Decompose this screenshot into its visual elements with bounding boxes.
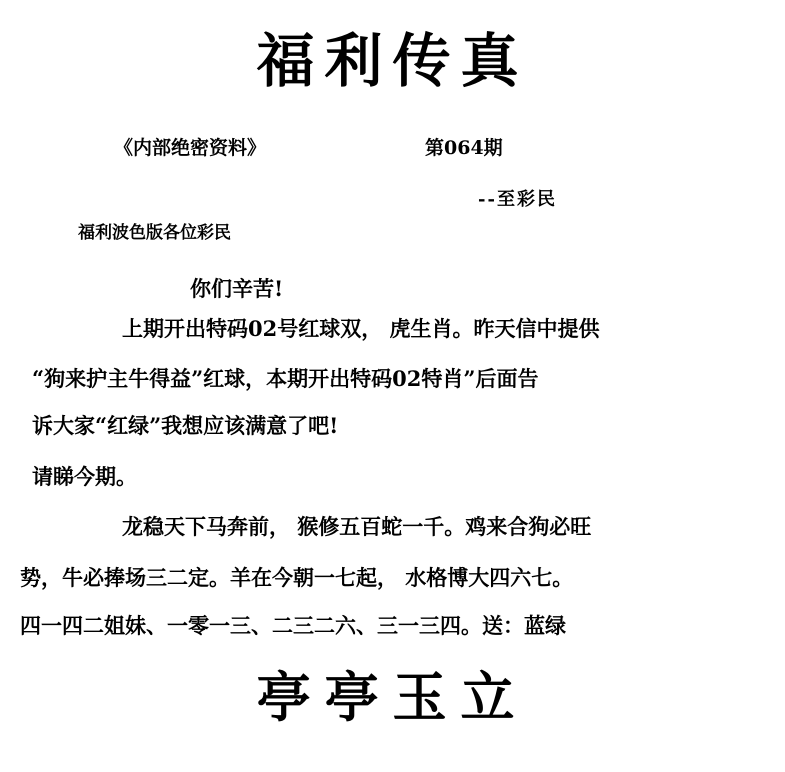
- paragraph-2: 请睇今期。: [32, 464, 137, 489]
- paragraph-3-line-2: 势，牛必捧场三二定。羊在今朝一七起， 水格博大四六七。: [20, 565, 574, 590]
- paragraph-3-line-1: 龙稳天下马奔前， 猴修五百蛇一千。鸡来合狗必旺: [122, 514, 592, 539]
- paragraph-1-line-1: 上期开出特码02号红球双， 虎生肖。昨天信中提供: [122, 316, 600, 341]
- document-title: 福利传真: [256, 27, 529, 95]
- greeting-recipients: 福利波色版各位彩民: [78, 223, 231, 243]
- paragraph-3-line-3: 四一四二姐妹、一零一三、二三二六、三一三四。送：蓝绿: [20, 613, 566, 638]
- addressed-to-lottery-players: --至彩民: [478, 189, 557, 210]
- issue-number: 第064期: [425, 137, 503, 159]
- paragraph-1-line-3: 诉大家“红绿”我想应该满意了吧!: [32, 413, 339, 438]
- closing-phrase: 亭亭玉立: [256, 665, 529, 729]
- paragraph-1-line-2: “狗来护主牛得益”红球，本期开出特码02特肖”后面告: [32, 366, 539, 391]
- greeting-hello: 你们辛苦!: [190, 276, 284, 301]
- subtitle-confidential: 《内部绝密资料》: [114, 137, 267, 159]
